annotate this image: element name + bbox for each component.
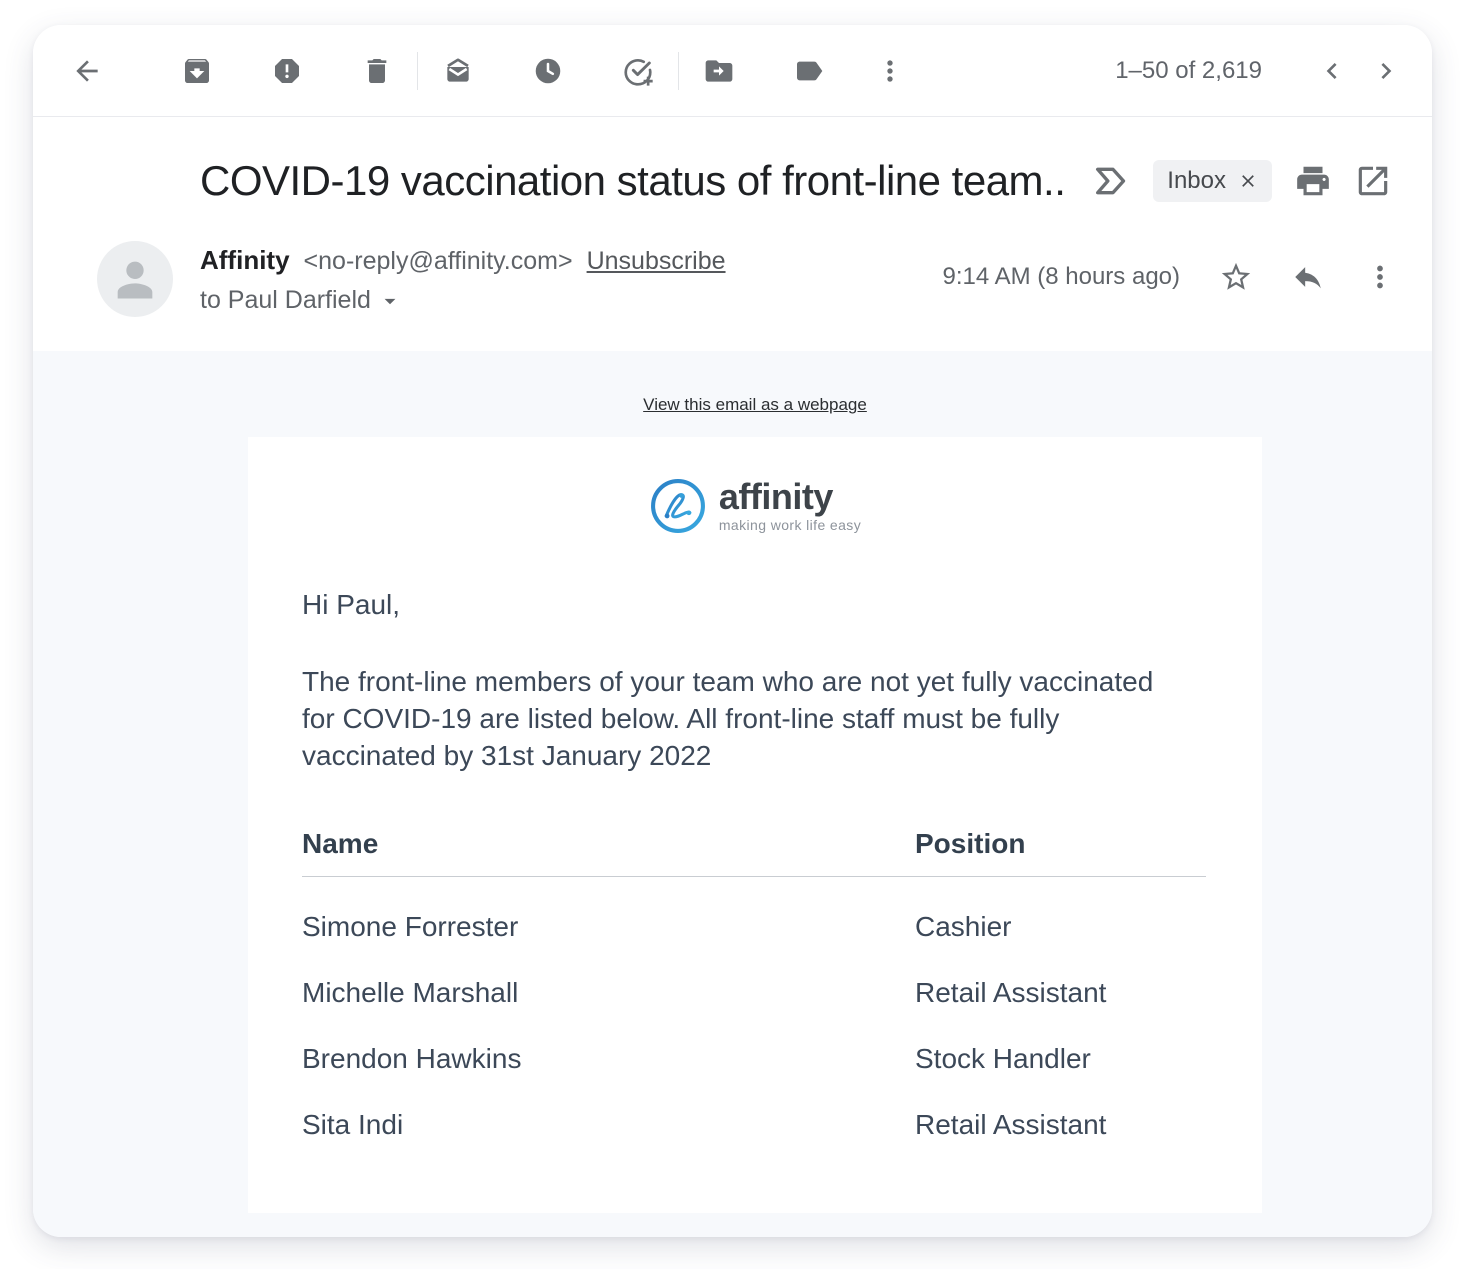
newer-page-button[interactable] [1308,47,1356,95]
reply-icon [1291,260,1325,294]
inbox-label-chip[interactable] [1153,160,1272,202]
report-spam-button[interactable] [263,47,311,95]
column-header-position: Position [915,810,1206,877]
back-arrow-icon [71,55,103,87]
unsubscribe-link[interactable]: Unsubscribe [586,247,726,275]
table-row [302,1075,1206,1141]
brand-tagline: making work life easy [718,516,862,533]
message-more-button[interactable] [1356,253,1404,301]
table-row [302,943,1206,1009]
cell-name: Simone Forrester [302,911,519,942]
email-greeting: Hi Paul, [302,589,401,620]
cell-position: Stock Handler [915,1043,1091,1074]
cell-position: Cashier [915,911,1012,942]
subject-row [33,117,1432,223]
brand-wordmark: affinity [718,475,833,517]
chevron-right-icon [1370,55,1402,87]
toolbar-divider [678,52,679,90]
mark-unread-icon [442,55,474,87]
mark-unread-button[interactable] [434,47,482,95]
caret-down-icon [377,288,403,314]
table-header-row [302,810,1206,877]
delete-button[interactable] [353,47,401,95]
person-icon [109,253,161,305]
email-body-viewport [33,351,1432,1237]
vaccination-table [302,810,1206,1141]
toolbar-divider [849,52,850,90]
table-row [302,1009,1206,1075]
affinity-logo-icon [649,477,707,535]
star-button[interactable] [1212,253,1260,301]
report-spam-icon [271,55,303,87]
pagination-count: 1–50 of 2,619 [1115,56,1262,84]
remove-label-icon[interactable] [1238,171,1258,191]
recipient-label: to Paul Darfield [200,286,371,314]
open-in-new-icon [1354,162,1392,200]
sender-name: Affinity [200,245,290,275]
snooze-button[interactable] [524,47,572,95]
email-subject: COVID-19 vaccination status of front-line team.. [200,157,1066,204]
move-to-folder-icon [703,55,735,87]
add-to-tasks-button[interactable] [614,47,662,95]
email-content-card [248,437,1262,1213]
sender-avatar [97,241,173,317]
archive-button[interactable] [173,47,221,95]
show-details-button[interactable] [377,288,403,314]
add-task-icon [622,55,654,87]
column-header-name: Name [302,810,915,877]
cell-position: Retail Assistant [915,1109,1107,1140]
sender-email: <no-reply@affinity.com> [303,247,573,275]
reply-button[interactable] [1284,253,1332,301]
view-as-webpage-link[interactable]: View this email as a webpage [643,395,867,414]
table-row [302,877,1206,944]
open-in-new-window-button[interactable] [1354,162,1392,200]
cell-name: Michelle Marshall [302,977,519,1008]
affinity-logo [302,477,1208,535]
importance-marker-icon [1091,161,1131,201]
mail-toolbar [33,25,1432,117]
cell-name: Sita Indi [302,1109,404,1140]
label-icon [793,55,825,87]
email-reading-window [33,25,1432,1237]
older-page-button[interactable] [1362,47,1410,95]
trash-icon [361,55,393,87]
print-button[interactable] [1294,162,1332,200]
inbox-label-text: Inbox [1167,167,1226,194]
chevron-left-icon [1316,55,1348,87]
back-button[interactable] [63,47,111,95]
cell-position: Retail Assistant [915,977,1107,1008]
printer-icon [1294,162,1332,200]
sender-row [33,223,1432,351]
importance-marker-button[interactable] [1091,161,1131,201]
more-vertical-icon [1363,260,1397,294]
move-to-button[interactable] [695,47,743,95]
cell-name: Brendon Hawkins [302,1043,522,1074]
archive-icon [181,55,213,87]
more-toolbar-button[interactable] [866,47,914,95]
clock-icon [532,55,564,87]
email-body-paragraph: The front-line members of your team who are not yet fully vaccinated for COVID-19 are listed below. All front-line staff must be fully vaccinated by 31st January 2022 [302,666,1154,771]
more-vertical-icon [874,55,906,87]
labels-button[interactable] [785,47,833,95]
star-outline-icon [1219,260,1253,294]
toolbar-divider [417,52,418,90]
message-timestamp: 9:14 AM (8 hours ago) [942,263,1180,290]
